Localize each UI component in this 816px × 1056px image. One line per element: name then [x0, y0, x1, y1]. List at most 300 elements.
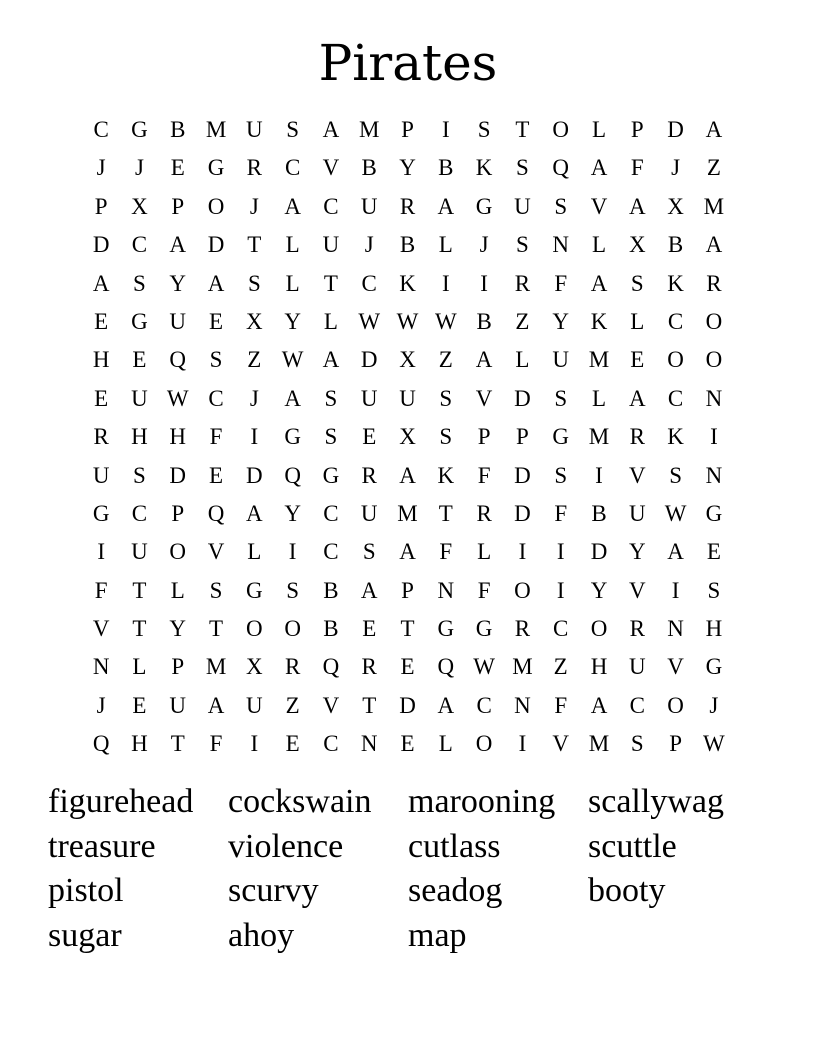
- grid-cell[interactable]: L: [285, 232, 300, 258]
- grid-cell[interactable]: D: [246, 462, 263, 488]
- grid-cell[interactable]: B: [667, 232, 684, 258]
- grid-cell[interactable]: Q: [207, 500, 225, 526]
- grid-cell[interactable]: S: [439, 385, 453, 411]
- grid-cell[interactable]: X: [131, 193, 148, 219]
- grid-cell[interactable]: Y: [284, 308, 301, 334]
- grid-cell[interactable]: F: [477, 462, 491, 488]
- grid-cell[interactable]: A: [628, 193, 646, 219]
- grid-cell[interactable]: Y: [169, 616, 187, 642]
- grid-cell[interactable]: V: [207, 539, 225, 565]
- grid-cell[interactable]: B: [438, 155, 454, 181]
- grid-cell[interactable]: A: [207, 270, 225, 296]
- grid-cell[interactable]: N: [667, 616, 684, 642]
- grid-cell[interactable]: G: [437, 616, 455, 642]
- grid-cell[interactable]: L: [477, 539, 492, 565]
- grid-cell[interactable]: O: [705, 308, 723, 334]
- grid-cell[interactable]: A: [207, 692, 225, 718]
- grid-cell[interactable]: Y: [590, 577, 608, 603]
- grid-cell[interactable]: N: [705, 385, 723, 411]
- grid-cell[interactable]: G: [552, 424, 570, 450]
- grid-cell[interactable]: Z: [706, 155, 721, 181]
- grid-cell[interactable]: A: [322, 117, 340, 142]
- grid-cell[interactable]: M: [205, 654, 227, 680]
- grid-cell[interactable]: K: [475, 155, 493, 181]
- grid-cell[interactable]: I: [556, 577, 565, 603]
- grid-cell[interactable]: O: [514, 577, 531, 603]
- grid-cell[interactable]: V: [667, 654, 684, 680]
- grid-cell[interactable]: J: [249, 385, 259, 411]
- grid-cell[interactable]: W: [664, 500, 687, 526]
- grid-cell[interactable]: C: [284, 155, 301, 181]
- grid-cell[interactable]: A: [284, 385, 301, 411]
- grid-cell[interactable]: A: [437, 193, 455, 219]
- grid-cell[interactable]: P: [477, 424, 491, 450]
- grid-cell[interactable]: F: [554, 500, 568, 526]
- grid-cell[interactable]: Z: [285, 692, 300, 718]
- grid-cell[interactable]: G: [92, 500, 110, 526]
- grid-cell[interactable]: E: [209, 462, 224, 488]
- grid-cell[interactable]: E: [170, 155, 185, 181]
- grid-cell[interactable]: I: [518, 539, 527, 565]
- grid-cell[interactable]: C: [629, 692, 645, 718]
- word-list-item: violence: [228, 827, 344, 865]
- grid-cell[interactable]: R: [361, 462, 377, 488]
- word-list-item: marooning: [408, 783, 556, 820]
- grid-cell[interactable]: A: [246, 500, 263, 526]
- grid-cell[interactable]: E: [706, 539, 721, 565]
- grid-cell[interactable]: R: [399, 193, 416, 219]
- grid-cell[interactable]: U: [514, 193, 531, 219]
- grid-cell[interactable]: Z: [247, 347, 262, 373]
- grid-cell[interactable]: J: [249, 193, 259, 219]
- grid-cell[interactable]: V: [590, 193, 608, 219]
- grid-cell[interactable]: A: [475, 347, 493, 373]
- grid-cell[interactable]: E: [362, 616, 377, 642]
- grid-cell[interactable]: Q: [169, 347, 187, 373]
- grid-cell[interactable]: J: [479, 232, 489, 258]
- grid-cell[interactable]: C: [131, 232, 148, 258]
- grid-cell[interactable]: Y: [552, 308, 570, 334]
- grid-cell[interactable]: S: [324, 385, 338, 411]
- grid-cell[interactable]: S: [516, 232, 529, 258]
- grid-cell[interactable]: O: [705, 347, 723, 373]
- grid-cell[interactable]: R: [93, 424, 109, 450]
- grid-cell[interactable]: C: [476, 692, 492, 718]
- grid-cell[interactable]: U: [360, 385, 378, 411]
- word-list-item: map: [408, 916, 467, 954]
- grid-cell[interactable]: L: [323, 308, 338, 334]
- grid-cell[interactable]: S: [630, 731, 644, 757]
- grid-cell[interactable]: P: [516, 424, 529, 450]
- grid-cell[interactable]: C: [208, 385, 224, 411]
- grid-cell[interactable]: U: [628, 654, 646, 680]
- grid-cell[interactable]: V: [475, 385, 493, 411]
- grid-cell[interactable]: X: [667, 193, 684, 219]
- grid-cell[interactable]: E: [94, 308, 109, 334]
- grid-cell[interactable]: U: [399, 385, 416, 411]
- grid-cell[interactable]: U: [246, 117, 263, 142]
- grid-cell[interactable]: C: [323, 500, 339, 526]
- grid-cell[interactable]: E: [132, 347, 147, 373]
- grid-cell[interactable]: P: [171, 193, 185, 219]
- grid-cell[interactable]: C: [667, 385, 684, 411]
- grid-cell[interactable]: G: [475, 193, 493, 219]
- grid-cell[interactable]: R: [514, 616, 531, 642]
- grid-row: [82, 226, 733, 264]
- grid-cell[interactable]: A: [399, 539, 416, 565]
- grid-cell[interactable]: S: [630, 270, 644, 296]
- grid-cell[interactable]: V: [552, 731, 570, 757]
- grid-cell[interactable]: A: [590, 155, 608, 181]
- grid-cell[interactable]: X: [628, 232, 646, 258]
- grid-cell[interactable]: U: [246, 692, 263, 718]
- grid-cell[interactable]: V: [628, 462, 646, 488]
- grid-cell[interactable]: L: [247, 539, 262, 565]
- grid-cell[interactable]: K: [667, 424, 684, 450]
- grid-cell[interactable]: D: [169, 462, 187, 488]
- grid-cell[interactable]: I: [710, 424, 718, 450]
- grid-cell[interactable]: H: [590, 654, 608, 680]
- grid-cell[interactable]: D: [207, 232, 225, 258]
- word-list: [48, 780, 768, 958]
- grid-cell[interactable]: D: [514, 500, 531, 526]
- grid-cell[interactable]: I: [288, 539, 297, 565]
- grid-cell[interactable]: M: [588, 424, 610, 450]
- grid-cell[interactable]: L: [591, 385, 607, 411]
- grid-cell[interactable]: S: [554, 385, 568, 411]
- grid-cell[interactable]: L: [591, 232, 607, 258]
- grid-cell[interactable]: J: [671, 155, 681, 181]
- word-list-item: booty: [588, 872, 666, 909]
- grid-cell[interactable]: P: [94, 193, 108, 219]
- grid-cell[interactable]: F: [209, 424, 223, 450]
- grid-cell[interactable]: J: [364, 232, 374, 258]
- grid-row: [82, 495, 733, 533]
- grid-cell[interactable]: N: [514, 692, 531, 718]
- grid-cell[interactable]: Q: [92, 731, 110, 757]
- grid-cell[interactable]: C: [361, 270, 377, 296]
- grid-cell[interactable]: P: [630, 117, 644, 142]
- grid-cell[interactable]: I: [480, 270, 488, 296]
- grid-cell[interactable]: A: [169, 232, 187, 258]
- grid-cell[interactable]: F: [209, 731, 223, 757]
- grid-cell[interactable]: J: [709, 692, 719, 718]
- grid-cell[interactable]: E: [285, 731, 300, 757]
- grid-cell[interactable]: I: [441, 270, 450, 296]
- grid-cell[interactable]: Y: [169, 270, 187, 296]
- grid-cell[interactable]: S: [554, 462, 568, 488]
- grid-cell[interactable]: Z: [553, 654, 568, 680]
- grid-cell[interactable]: N: [437, 577, 455, 603]
- grid-cell[interactable]: A: [92, 270, 110, 296]
- grid-cell[interactable]: G: [705, 654, 723, 680]
- grid-cell[interactable]: I: [595, 462, 603, 488]
- grid-cell[interactable]: A: [705, 232, 723, 258]
- grid-cell[interactable]: D: [92, 232, 110, 258]
- grid-cell[interactable]: V: [628, 577, 646, 603]
- grid-cell[interactable]: W: [358, 308, 381, 334]
- grid-cell[interactable]: R: [706, 270, 722, 296]
- grid-cell[interactable]: U: [322, 232, 340, 258]
- grid-cell[interactable]: T: [362, 692, 377, 718]
- grid-cell[interactable]: R: [629, 424, 645, 450]
- grid-cell[interactable]: B: [170, 117, 186, 142]
- grid-cell[interactable]: L: [438, 232, 453, 258]
- grid-cell[interactable]: X: [399, 424, 416, 450]
- grid-cell[interactable]: L: [515, 347, 530, 373]
- grid-cell[interactable]: P: [669, 731, 682, 757]
- grid-cell[interactable]: O: [475, 731, 493, 757]
- grid-cell[interactable]: O: [169, 539, 187, 565]
- grid-cell[interactable]: Q: [284, 462, 301, 488]
- grid-cell[interactable]: A: [705, 117, 723, 142]
- grid-cell[interactable]: C: [667, 308, 684, 334]
- grid-cell[interactable]: Y: [628, 539, 646, 565]
- grid-cell[interactable]: M: [205, 117, 227, 142]
- grid-cell[interactable]: R: [476, 500, 492, 526]
- grid-cell[interactable]: E: [630, 347, 645, 373]
- grid-cell[interactable]: Q: [552, 155, 570, 181]
- grid-cell[interactable]: G: [322, 462, 340, 488]
- grid-cell[interactable]: S: [669, 462, 682, 488]
- grid-cell[interactable]: Y: [284, 500, 301, 526]
- grid-cell[interactable]: J: [134, 155, 144, 181]
- grid-cell[interactable]: S: [209, 577, 223, 603]
- grid-cell[interactable]: H: [131, 424, 148, 450]
- grid-cell[interactable]: A: [322, 347, 340, 373]
- grid-cell[interactable]: Z: [438, 347, 453, 373]
- grid-cell[interactable]: U: [169, 308, 187, 334]
- grid-cell[interactable]: F: [439, 539, 453, 565]
- grid-cell[interactable]: T: [400, 616, 415, 642]
- grid-cell[interactable]: A: [399, 462, 416, 488]
- grid-cell[interactable]: S: [554, 193, 568, 219]
- word-list-item: scuttle: [588, 827, 677, 865]
- grid-cell[interactable]: S: [209, 347, 223, 373]
- grid-cell[interactable]: E: [94, 385, 109, 411]
- grid-cell[interactable]: L: [630, 308, 645, 334]
- grid-cell[interactable]: V: [92, 616, 110, 642]
- grid-cell[interactable]: S: [439, 424, 453, 450]
- grid-cell[interactable]: F: [477, 577, 491, 603]
- grid-cell[interactable]: U: [131, 385, 148, 411]
- grid-cell[interactable]: G: [131, 308, 148, 334]
- grid-cell[interactable]: A: [590, 692, 608, 718]
- grid-cell[interactable]: G: [207, 155, 225, 181]
- grid-cell[interactable]: X: [246, 308, 263, 334]
- grid-cell[interactable]: I: [441, 117, 450, 142]
- grid-cell[interactable]: V: [322, 692, 340, 718]
- grid-cell[interactable]: S: [362, 539, 376, 565]
- grid-cell[interactable]: H: [131, 731, 148, 757]
- grid-cell[interactable]: B: [323, 616, 339, 642]
- grid-cell[interactable]: H: [705, 616, 723, 642]
- grid-cell[interactable]: O: [284, 616, 301, 642]
- grid-cell[interactable]: N: [552, 232, 570, 258]
- grid-cell[interactable]: S: [247, 270, 261, 296]
- grid-cell[interactable]: J: [96, 155, 106, 181]
- grid-cell[interactable]: V: [322, 155, 340, 181]
- grid-cell[interactable]: I: [250, 731, 259, 757]
- grid-cell[interactable]: I: [671, 577, 680, 603]
- grid-cell[interactable]: W: [434, 308, 457, 334]
- grid-cell[interactable]: G: [475, 616, 493, 642]
- grid-cell[interactable]: U: [360, 193, 378, 219]
- grid-cell[interactable]: B: [591, 500, 607, 526]
- grid-cell[interactable]: F: [554, 270, 568, 296]
- grid-cell[interactable]: F: [554, 692, 568, 718]
- grid-cell[interactable]: D: [360, 347, 378, 373]
- grid-cell[interactable]: T: [323, 270, 338, 296]
- grid-cell[interactable]: Q: [437, 654, 455, 680]
- grid-cell[interactable]: W: [396, 308, 419, 334]
- grid-cell[interactable]: A: [360, 577, 378, 603]
- grid-cell[interactable]: C: [553, 616, 569, 642]
- grid-cell[interactable]: G: [246, 577, 263, 603]
- grid-cell[interactable]: K: [399, 270, 416, 296]
- grid-cell[interactable]: D: [514, 385, 531, 411]
- grid-cell[interactable]: O: [207, 193, 225, 219]
- grid-cell[interactable]: F: [94, 577, 108, 603]
- grid-cell[interactable]: W: [166, 385, 189, 411]
- grid-cell[interactable]: I: [97, 539, 105, 565]
- grid-cell[interactable]: L: [591, 117, 607, 142]
- grid-cell[interactable]: T: [209, 616, 224, 642]
- grid-cell[interactable]: D: [667, 117, 684, 142]
- grid-cell[interactable]: S: [133, 462, 146, 488]
- grid-cell[interactable]: O: [667, 347, 684, 373]
- grid-cell[interactable]: R: [284, 654, 301, 680]
- grid-cell[interactable]: C: [323, 731, 339, 757]
- grid-cell[interactable]: U: [552, 347, 570, 373]
- grid-cell[interactable]: L: [132, 654, 147, 680]
- grid-cell[interactable]: D: [514, 462, 531, 488]
- grid-cell[interactable]: P: [171, 654, 185, 680]
- grid-cell[interactable]: R: [629, 616, 645, 642]
- word-list-item: cockswain: [228, 783, 372, 820]
- grid-cell[interactable]: M: [588, 731, 610, 757]
- grid-cell[interactable]: U: [92, 462, 110, 488]
- grid-cell[interactable]: A: [590, 270, 608, 296]
- grid-cell[interactable]: O: [552, 117, 570, 142]
- grid-cell[interactable]: S: [707, 577, 721, 603]
- grid-cell[interactable]: M: [588, 347, 610, 373]
- grid-cell[interactable]: G: [131, 117, 148, 142]
- grid-cell[interactable]: L: [438, 731, 453, 757]
- grid-cell[interactable]: C: [131, 500, 148, 526]
- grid-cell[interactable]: U: [169, 692, 187, 718]
- grid-cell[interactable]: F: [630, 155, 644, 181]
- grid-cell[interactable]: L: [285, 270, 300, 296]
- grid-cell[interactable]: U: [360, 500, 378, 526]
- grid-cell[interactable]: I: [518, 731, 527, 757]
- grid-cell[interactable]: P: [171, 500, 185, 526]
- grid-cell[interactable]: T: [438, 500, 453, 526]
- grid-cell[interactable]: T: [515, 117, 530, 142]
- grid-cell[interactable]: O: [590, 616, 608, 642]
- grid-cell[interactable]: M: [359, 117, 380, 142]
- grid-cell[interactable]: S: [516, 155, 529, 181]
- grid-cell[interactable]: M: [512, 654, 533, 680]
- grid-cell[interactable]: S: [286, 117, 300, 142]
- grid-cell[interactable]: R: [361, 654, 377, 680]
- grid-cell[interactable]: R: [246, 155, 262, 181]
- grid-cell[interactable]: S: [286, 577, 300, 603]
- grid-cell[interactable]: K: [667, 270, 684, 296]
- grid-cell[interactable]: E: [362, 424, 377, 450]
- grid-cell[interactable]: D: [399, 692, 416, 718]
- grid-cell[interactable]: M: [397, 500, 418, 526]
- word-list-item: cutlass: [408, 827, 501, 865]
- grid-cell[interactable]: W: [473, 654, 495, 680]
- grid-cell[interactable]: J: [96, 692, 106, 718]
- grid-cell[interactable]: C: [93, 117, 109, 142]
- grid-cell[interactable]: O: [246, 616, 263, 642]
- grid-cell[interactable]: T: [247, 232, 262, 258]
- grid-cell[interactable]: Z: [515, 308, 530, 334]
- grid-cell[interactable]: P: [401, 117, 414, 142]
- grid-cell[interactable]: X: [399, 347, 416, 373]
- grid-cell[interactable]: T: [170, 731, 185, 757]
- grid-cell[interactable]: K: [590, 308, 608, 334]
- grid-cell[interactable]: H: [169, 424, 187, 450]
- grid-cell[interactable]: N: [705, 462, 723, 488]
- grid-cell[interactable]: P: [401, 577, 414, 603]
- grid-cell[interactable]: Y: [399, 155, 416, 181]
- grid-cell[interactable]: A: [628, 385, 646, 411]
- grid-cell[interactable]: H: [92, 347, 110, 373]
- grid-cell[interactable]: A: [667, 539, 684, 565]
- grid-cell[interactable]: C: [323, 193, 339, 219]
- grid-cell[interactable]: L: [170, 577, 185, 603]
- grid-cell[interactable]: E: [132, 692, 147, 718]
- grid-cell[interactable]: U: [628, 500, 646, 526]
- grid-cell[interactable]: S: [477, 117, 491, 142]
- grid-cell[interactable]: M: [703, 193, 725, 219]
- grid-cell[interactable]: B: [399, 232, 416, 258]
- grid-cell[interactable]: W: [703, 731, 725, 757]
- grid-cell[interactable]: B: [361, 155, 377, 181]
- grid-cell[interactable]: I: [250, 424, 259, 450]
- grid-cell[interactable]: E: [400, 731, 415, 757]
- grid-cell[interactable]: N: [92, 654, 110, 680]
- grid-cell[interactable]: T: [132, 577, 147, 603]
- grid-cell[interactable]: T: [132, 616, 147, 642]
- grid-cell[interactable]: S: [133, 270, 146, 296]
- grid-cell[interactable]: B: [323, 577, 339, 603]
- grid-cell[interactable]: S: [324, 424, 338, 450]
- grid-cell[interactable]: W: [281, 347, 304, 373]
- grid-cell[interactable]: G: [705, 500, 723, 526]
- grid-cell[interactable]: G: [284, 424, 301, 450]
- grid-cell[interactable]: A: [437, 692, 455, 718]
- grid-cell[interactable]: R: [514, 270, 531, 296]
- grid-cell[interactable]: N: [360, 731, 378, 757]
- grid-cell[interactable]: E: [209, 308, 224, 334]
- grid-cell[interactable]: O: [667, 692, 684, 718]
- grid-cell[interactable]: B: [476, 308, 492, 334]
- grid-cell[interactable]: E: [400, 654, 415, 680]
- grid-cell[interactable]: A: [284, 193, 301, 219]
- grid-cell[interactable]: K: [437, 462, 455, 488]
- grid-cell[interactable]: I: [556, 539, 565, 565]
- word-list-item: scallywag: [588, 783, 724, 820]
- grid-cell[interactable]: D: [590, 539, 608, 565]
- grid-cell[interactable]: X: [246, 654, 263, 680]
- grid-cell[interactable]: C: [323, 539, 339, 565]
- grid-cell[interactable]: Q: [322, 654, 340, 680]
- grid-cell[interactable]: U: [131, 539, 148, 565]
